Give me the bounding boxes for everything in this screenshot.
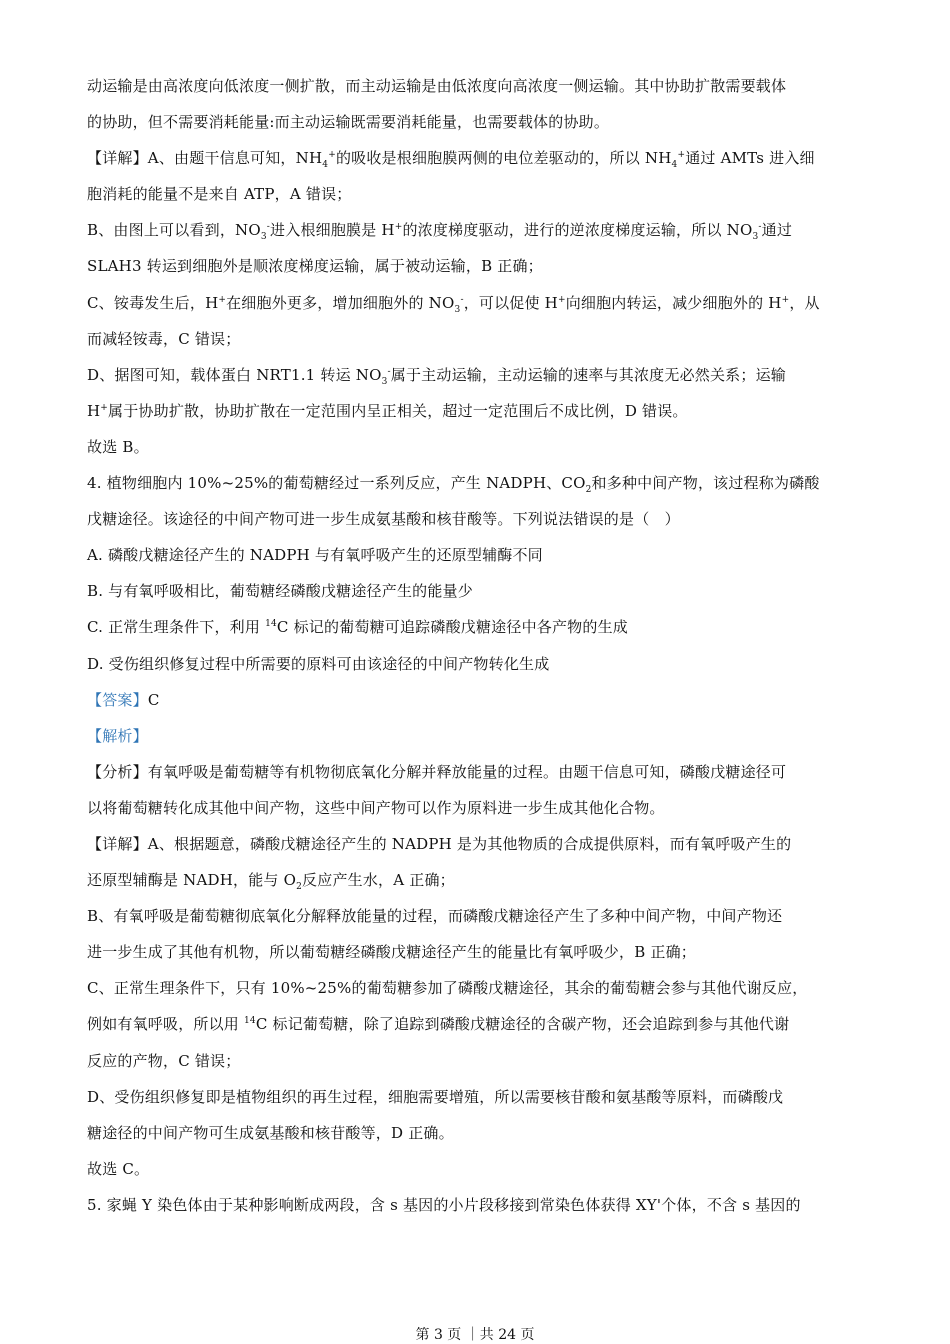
text-line — [87, 613, 877, 649]
text-run: B、有氧呼吸是葡萄糖彻底氧化分解释放能量的过程，而磷酸戊糖途径产生了多种中间产物，中间产物还 — [87, 907, 783, 926]
section-label: 【解析】 — [87, 726, 148, 745]
text-line — [87, 216, 877, 252]
superscript: + — [218, 294, 227, 305]
text-run: ，可以促使 H — [463, 293, 558, 312]
text-run: 还原型辅酶是 NADH，能与 O — [87, 871, 297, 890]
text-run: ，从 — [789, 293, 820, 312]
text-line — [87, 686, 877, 722]
text-line — [87, 72, 877, 108]
subscript: 4 — [671, 160, 678, 171]
subscript: 2 — [585, 485, 592, 496]
text-run: 的浓度梯度驱动，进行的逆浓度梯度运输，所以 NO — [402, 221, 753, 240]
text-run: 向细胞内转运，减少细胞外的 H — [565, 293, 782, 312]
text-line — [87, 108, 877, 144]
text-run: 和多种中间产物，该过程称为磷酸 — [591, 474, 820, 493]
page-footer: 第 3 页 ｜共 24 页 — [415, 1327, 535, 1343]
text-line — [87, 397, 877, 433]
text-run: 反应产生水，A 正确； — [302, 871, 455, 890]
subscript: 4 — [322, 160, 329, 171]
text-line — [87, 1047, 877, 1083]
text-run: C 标记的葡萄糖可追踪磷酸戊糖途径中各产物的生成 — [276, 618, 628, 637]
subscript: 3 — [454, 304, 461, 315]
text-run: 进入根细胞膜是 H — [270, 221, 395, 240]
text-line — [87, 433, 877, 469]
text-run: A. 磷酸戊糖途径产生的 NADPH 与有氧呼吸产生的还原型辅酶不同 — [87, 546, 543, 565]
text-run: 通过 — [761, 221, 793, 240]
text-line — [87, 289, 877, 325]
superscript: - — [266, 222, 271, 233]
text-run: 例如有氧呼吸，所以用 — [87, 1015, 244, 1034]
text-line — [87, 325, 877, 361]
text-run: 在细胞外更多，增加细胞外的 NO — [226, 293, 455, 312]
text-run: 4. 植物细胞内 10%~25%的葡萄糖经过一系列反应，产生 NADPH、CO — [87, 474, 586, 493]
text-run: D. 受伤组织修复过程中所需要的原料可由该途径的中间产物转化生成 — [87, 654, 550, 673]
text-run: 通过 AMTs 进入细 — [685, 149, 815, 168]
text-line — [87, 144, 877, 180]
text-line — [87, 794, 877, 830]
text-run: 动运输是由高浓度向低浓度一侧扩散，而主动运输是由低浓度向高浓度一侧运输。其中协助扩散需要载体 — [87, 77, 787, 95]
text-run: C 标记葡萄糖，除了追踪到磷酸戊糖途径的含碳产物，还会追踪到参与其他代谢 — [255, 1015, 790, 1034]
text-run: B、由图上可以看到，NO — [87, 221, 261, 240]
text-run: B. 与有氧呼吸相比，葡萄糖经磷酸戊糖途径产生的能量少 — [87, 582, 473, 601]
superscript: - — [387, 366, 391, 377]
superscript: + — [781, 294, 790, 305]
text-line — [87, 758, 877, 794]
text-run: C、正常生理条件下，只有 10%~25%的葡萄糖参加了磷酸戊糖途径，其余的葡萄糖会参与其他代谢反应， — [87, 979, 808, 998]
text-run: 的协助，但不需要消耗能量:而主动运输既需要消耗能量，也需要载体的协助。 — [87, 113, 610, 132]
text-line — [87, 722, 877, 758]
text-run: 故选 B。 — [87, 437, 149, 456]
superscript: + — [557, 294, 566, 305]
text-run: C — [147, 690, 160, 709]
document-body — [87, 72, 877, 1227]
text-run: C. 正常生理条件下，利用 — [87, 618, 266, 637]
text-line — [87, 252, 877, 288]
text-run: 胞消耗的能量不是来自 ATP，A 错误； — [87, 185, 352, 204]
superscript: - — [460, 294, 464, 305]
text-run: H — [87, 401, 101, 420]
text-run: 【详解】A、根据题意，磷酸戊糖途径产生的 NADPH 是为其他物质的合成提供原料，而有氧呼吸产生的 — [87, 834, 792, 853]
text-line — [87, 650, 877, 686]
text-run: 5. 家蝇 Y 染色体由于某种影响断成两段，含 s 基因的小片段移接到常染色体获得 XY'个体，不含 s 基因的 — [87, 1195, 801, 1214]
text-line — [87, 577, 877, 613]
superscript: + — [677, 150, 686, 161]
text-line — [87, 1119, 877, 1155]
text-run: C、铵毒发生后，H — [87, 293, 219, 312]
text-line — [87, 1010, 877, 1046]
section-label: 【答案】 — [87, 690, 148, 709]
text-run: 【分析】有氧呼吸是葡萄糖等有机物彻底氧化分解并释放能量的过程。由题干信息可知，磷酸戊糖途径可 — [87, 762, 787, 781]
text-line — [87, 938, 877, 974]
subscript: 3 — [260, 232, 267, 243]
text-run: 的吸收是根细胞膜两侧的电位差驱动的，所以 NH — [335, 149, 672, 168]
text-line — [87, 361, 877, 397]
text-line — [87, 974, 877, 1010]
text-run: 属于主动运输，主动运输的速率与其浓度无必然关系；运输 — [390, 365, 786, 384]
text-run: D、据图可知，载体蛋白 NRT1.1 转运 NO — [87, 365, 382, 384]
text-run: 戊糖途径。该途径的中间产物可进一步生成氨基酸和核苷酸等。下列说法错误的是（ ） — [87, 510, 680, 529]
text-line — [87, 469, 877, 505]
superscript: + — [100, 402, 109, 413]
text-line — [87, 1083, 877, 1119]
text-run: 反应的产物，C 错误； — [87, 1051, 241, 1070]
text-line — [87, 1191, 877, 1227]
superscript: - — [758, 222, 762, 233]
superscript: 14 — [265, 619, 277, 630]
superscript: 14 — [243, 1016, 256, 1027]
text-line — [87, 1155, 877, 1191]
superscript: + — [328, 150, 336, 161]
subscript: 3 — [381, 376, 388, 387]
text-line — [87, 902, 877, 938]
text-run: 属于协助扩散，协助扩散在一定范围内呈正相关，超过一定范围后不成比例，D 错误。 — [108, 401, 688, 420]
text-line — [87, 866, 877, 902]
text-run: 故选 C。 — [87, 1159, 150, 1178]
text-run: 进一步生成了其他有机物，所以葡萄糖经磷酸戊糖途径产生的能量比有氧呼吸少，B 正确； — [87, 943, 696, 962]
text-line — [87, 830, 877, 866]
text-run: 【详解】A、由题干信息可知，NH — [87, 149, 323, 168]
subscript: 3 — [752, 232, 759, 243]
text-run: 以将葡萄糖转化成其他中间产物，这些中间产物可以作为原料进一步生成其他化合物。 — [87, 798, 665, 817]
text-run: 而减轻铵毒，C 错误； — [87, 329, 241, 348]
text-line — [87, 541, 877, 577]
text-run: SLAH3 转运到细胞外是顺浓度梯度运输，属于被动运输，B 正确； — [87, 257, 543, 276]
text-run: 糖途径的中间产物可生成氨基酸和核苷酸等，D 正确。 — [87, 1123, 454, 1142]
text-line — [87, 180, 877, 216]
superscript: + — [394, 222, 403, 233]
text-run: D、受伤组织修复即是植物组织的再生过程，细胞需要增殖，所以需要核苷酸和氨基酸等原料，而磷酸戊 — [87, 1087, 784, 1106]
subscript: 2 — [296, 882, 303, 893]
text-line — [87, 505, 877, 541]
